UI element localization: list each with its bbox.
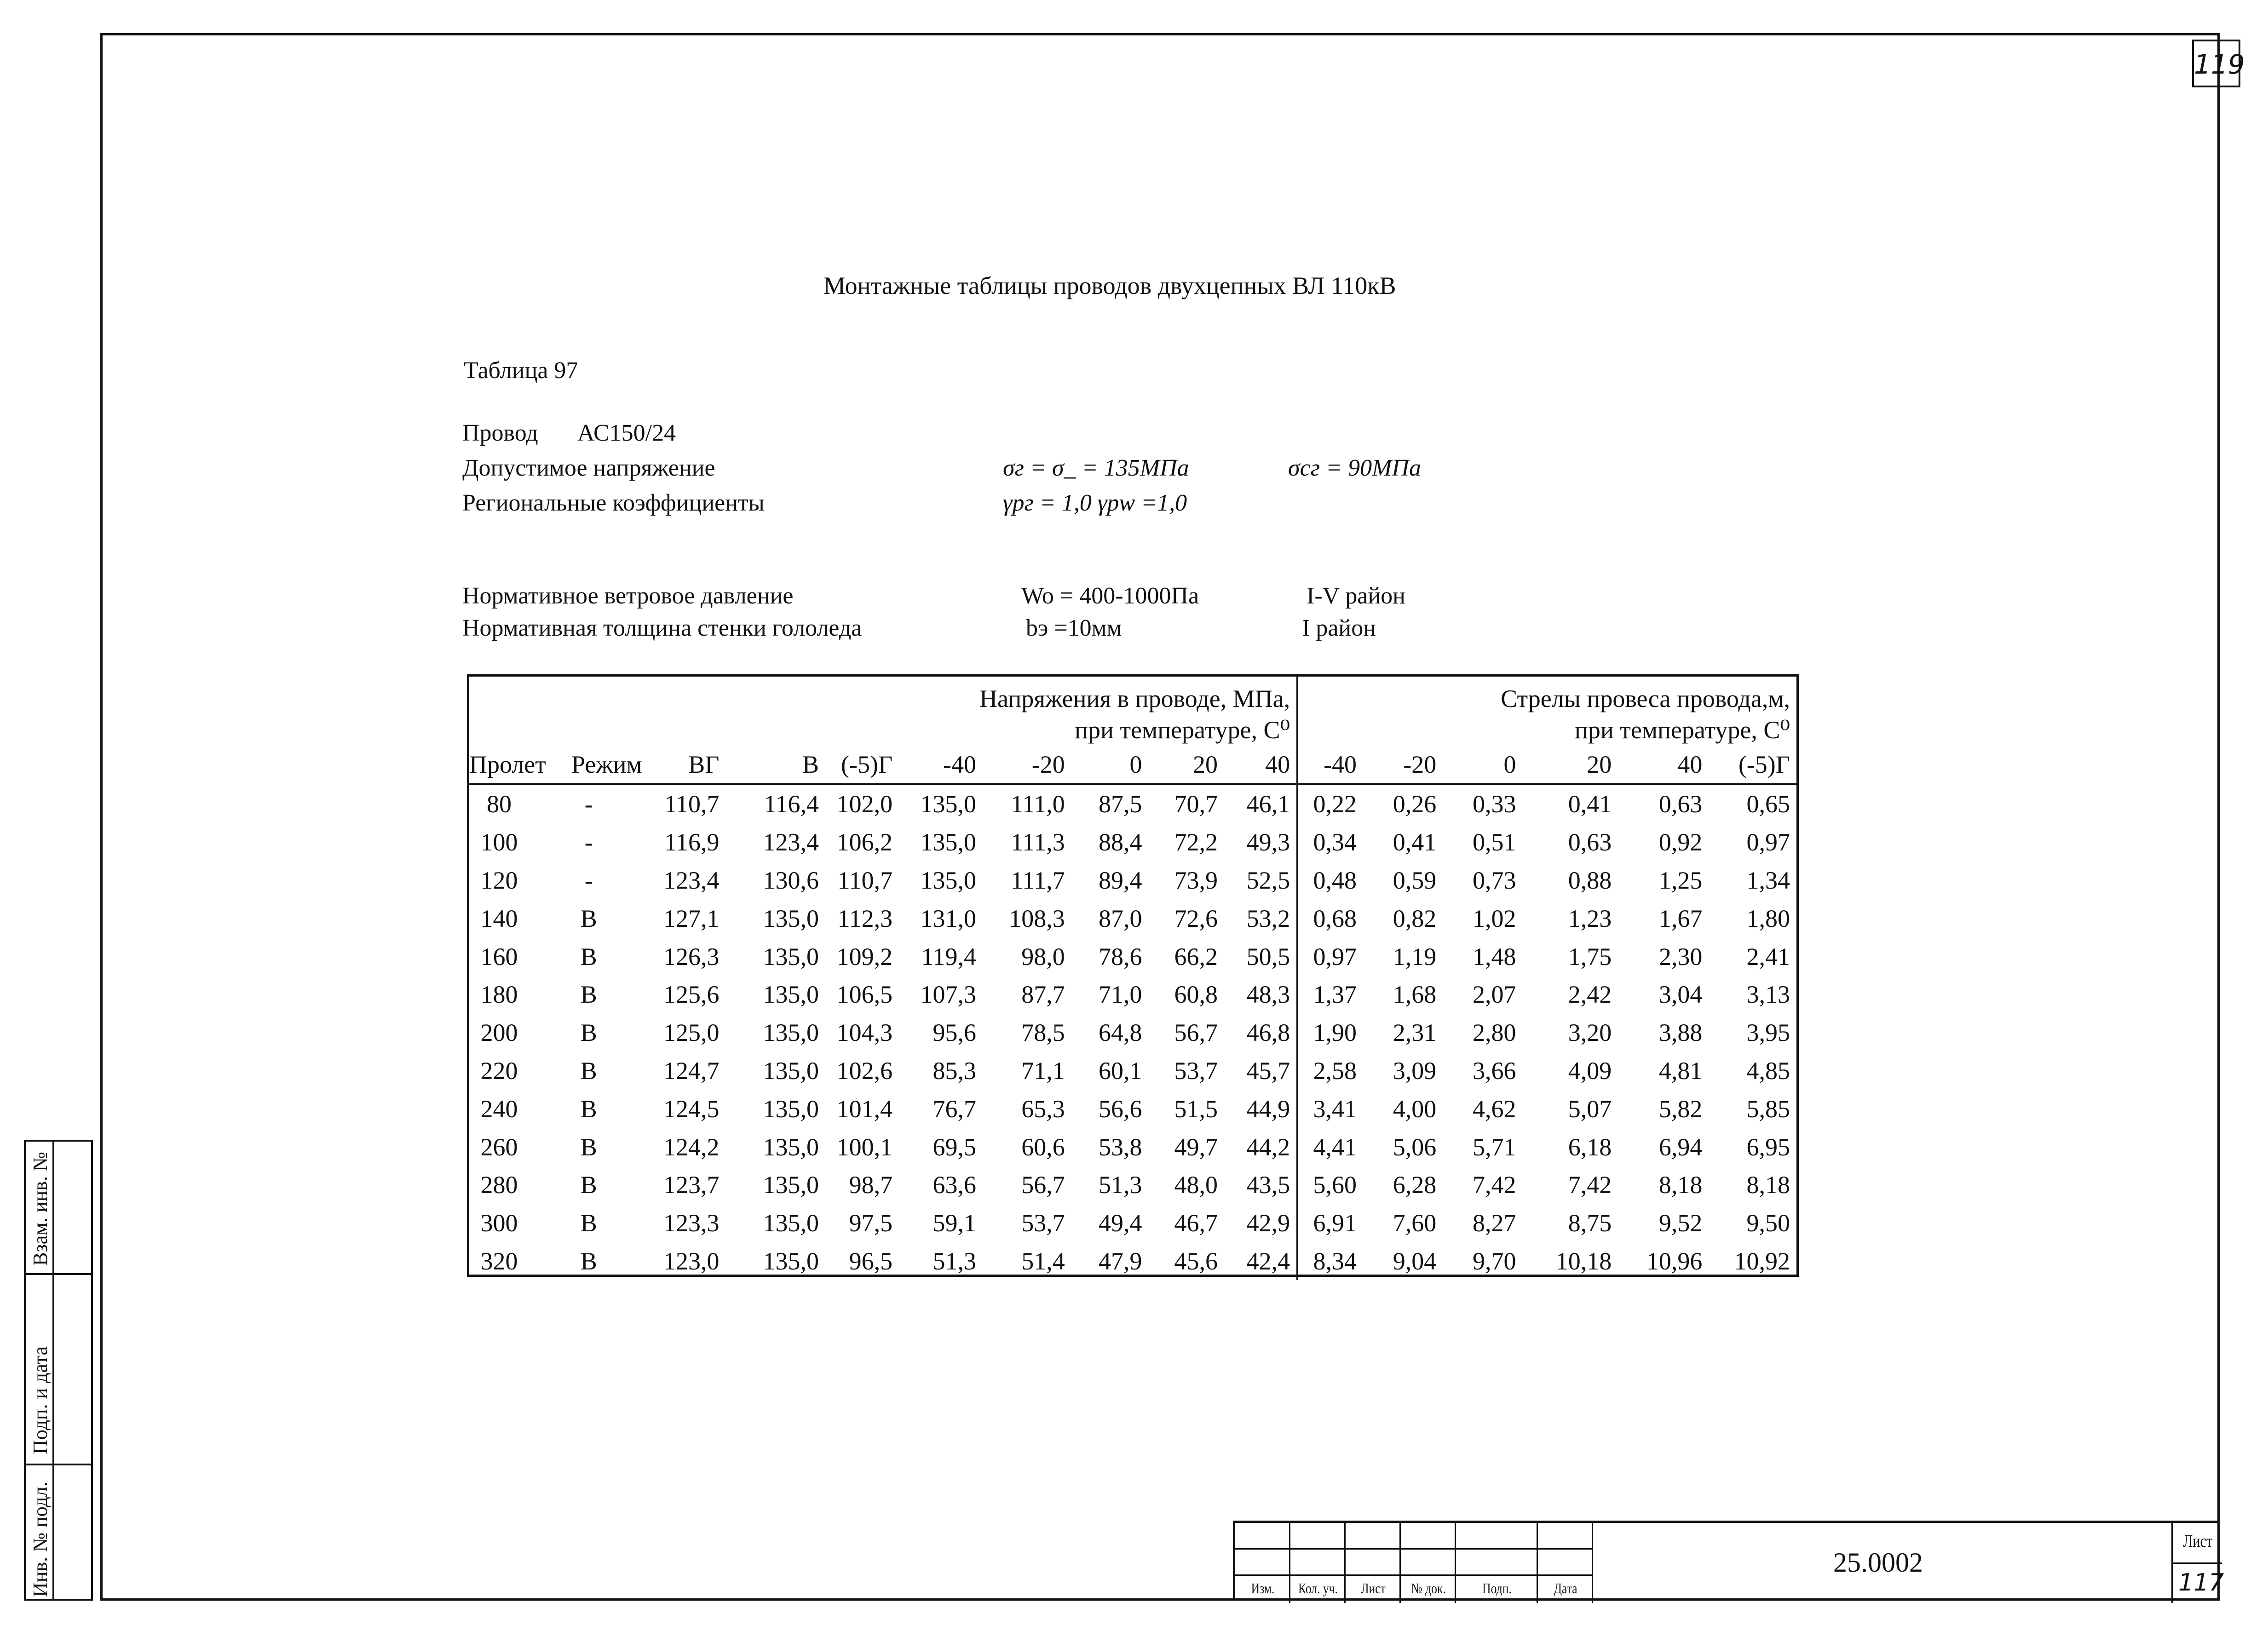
table-cell: 123,7 bbox=[663, 1171, 720, 1199]
installation-table bbox=[467, 674, 1799, 1277]
left-margin-stamp bbox=[24, 1140, 93, 1601]
table-cell: 260 bbox=[480, 1133, 518, 1161]
table-cell: 0,34 bbox=[1313, 828, 1357, 856]
table-cell: 131,0 bbox=[920, 904, 977, 932]
table-cell: 220 bbox=[480, 1057, 518, 1085]
table-cell: 7,42 bbox=[1568, 1171, 1612, 1199]
table-cell: 1,23 bbox=[1568, 904, 1612, 932]
table-cell: 107,3 bbox=[920, 981, 977, 1009]
table-cell: 42,4 bbox=[1224, 1242, 1297, 1281]
table-cell: 106,5 bbox=[836, 981, 893, 1009]
table-cell: - bbox=[584, 866, 593, 894]
wire-value: АС150/24 bbox=[577, 420, 676, 446]
wind-pressure-label: Нормативное ветровое давление bbox=[462, 583, 794, 609]
table-cell: 2,42 bbox=[1568, 981, 1612, 1009]
table-cell: 49,4 bbox=[1099, 1209, 1142, 1237]
stamp-header-count: Кол. уч. bbox=[1298, 1580, 1338, 1597]
document-code: 25.0002 bbox=[1833, 1547, 1923, 1578]
table-cell: 0,63 bbox=[1568, 828, 1612, 856]
table-cell: 3,13 bbox=[1746, 981, 1790, 1009]
table-cell: 50,5 bbox=[1224, 937, 1297, 976]
table-cell: 48,3 bbox=[1224, 976, 1297, 1014]
table-cell: 60,1 bbox=[1099, 1057, 1142, 1085]
table-cell: 8,18 bbox=[1746, 1171, 1790, 1199]
table-cell: 6,95 bbox=[1746, 1133, 1790, 1161]
table-cell: 0,41 bbox=[1393, 828, 1437, 856]
table-cell: 10,96 bbox=[1646, 1247, 1703, 1275]
table-cell: 56,6 bbox=[1099, 1095, 1142, 1123]
table-cell: 45,6 bbox=[1174, 1247, 1218, 1275]
table-cell: 88,4 bbox=[1099, 828, 1142, 856]
table-cell: 135,0 bbox=[763, 1247, 819, 1275]
table-cell: 1,67 bbox=[1658, 904, 1703, 932]
table-cell: 8,75 bbox=[1568, 1209, 1612, 1237]
table-cell: 60,6 bbox=[1021, 1133, 1065, 1161]
table-cell: В bbox=[580, 1247, 597, 1275]
table-cell: 135,0 bbox=[920, 828, 977, 856]
table-cell: 2,41 bbox=[1746, 942, 1790, 971]
column-header: -40 bbox=[899, 746, 983, 784]
table-cell: 3,88 bbox=[1658, 1019, 1703, 1047]
table-cell: 124,5 bbox=[663, 1095, 720, 1123]
regional-coefficients-label: Региональные коэффициенты bbox=[462, 490, 765, 516]
column-header: 0 bbox=[1443, 746, 1522, 784]
table-cell: 42,9 bbox=[1224, 1204, 1297, 1242]
table-cell: 4,85 bbox=[1746, 1057, 1790, 1085]
table-cell: 3,04 bbox=[1658, 981, 1703, 1009]
table-cell: 56,7 bbox=[1174, 1019, 1218, 1047]
table-cell: 0,88 bbox=[1568, 866, 1612, 894]
table-cell: 127,1 bbox=[663, 904, 720, 932]
table-cell: 123,3 bbox=[663, 1209, 720, 1237]
table-cell: 0,51 bbox=[1472, 828, 1516, 856]
table-cell: 80 bbox=[486, 790, 512, 818]
table-cell: 240 bbox=[480, 1095, 518, 1123]
table-cell: 44,9 bbox=[1224, 1090, 1297, 1128]
table-cell: 120 bbox=[480, 866, 518, 894]
table-cell: 5,85 bbox=[1746, 1095, 1790, 1123]
page-title: Монтажные таблицы проводов двухцепных ВЛ 110кВ bbox=[823, 272, 1396, 299]
table-cell: 70,7 bbox=[1174, 790, 1218, 818]
table-cell: 108,3 bbox=[1009, 904, 1065, 932]
table-cell: В bbox=[580, 1133, 597, 1161]
column-header: 20 bbox=[1149, 746, 1225, 784]
table-cell: 3,41 bbox=[1313, 1095, 1357, 1123]
table-cell: 123,4 bbox=[663, 866, 720, 894]
table-cell: 78,5 bbox=[1021, 1019, 1065, 1047]
table-cell: 135,0 bbox=[920, 790, 977, 818]
table-cell: 130,6 bbox=[763, 866, 819, 894]
table-cell: 3,20 bbox=[1568, 1019, 1612, 1047]
table-number: Таблица 97 bbox=[464, 357, 578, 384]
table-cell: 3,95 bbox=[1746, 1019, 1790, 1047]
table-cell: 1,02 bbox=[1472, 904, 1516, 932]
column-header: В bbox=[725, 746, 825, 784]
title-block bbox=[1233, 1521, 2224, 1601]
table-cell: 104,3 bbox=[836, 1019, 893, 1047]
table-cell: 135,0 bbox=[763, 942, 819, 971]
table-row bbox=[469, 823, 1796, 861]
table-cell: В bbox=[580, 1095, 597, 1123]
sag-group-header-line2: при температуре, С⁰ bbox=[1575, 716, 1790, 744]
table-cell: 7,60 bbox=[1393, 1209, 1437, 1237]
table-cell: 47,9 bbox=[1099, 1247, 1142, 1275]
table-cell: 5,60 bbox=[1313, 1171, 1357, 1199]
left-stamp-divider bbox=[52, 1142, 54, 1599]
table-cell: 0,59 bbox=[1393, 866, 1437, 894]
column-header: Режим bbox=[529, 746, 649, 784]
table-cell: 9,04 bbox=[1393, 1247, 1437, 1275]
table-cell: 0,48 bbox=[1313, 866, 1357, 894]
table-cell: 87,5 bbox=[1099, 790, 1142, 818]
table-cell: 123,0 bbox=[663, 1247, 720, 1275]
table-cell: 0,41 bbox=[1568, 790, 1612, 818]
table-cell: 0,26 bbox=[1393, 790, 1437, 818]
table-cell: 69,5 bbox=[933, 1133, 977, 1161]
column-header: ВГ bbox=[649, 746, 726, 784]
top-page-number: 119 bbox=[2192, 40, 2240, 87]
table-cell: В bbox=[580, 904, 597, 932]
table-cell: 0,73 bbox=[1472, 866, 1516, 894]
table-cell: 124,2 bbox=[663, 1133, 720, 1161]
table-cell: 111,0 bbox=[1011, 790, 1065, 818]
table-cell: 5,71 bbox=[1472, 1133, 1516, 1161]
table-cell: 0,97 bbox=[1313, 942, 1357, 971]
table-cell: 200 bbox=[480, 1019, 518, 1047]
table-cell: 1,37 bbox=[1313, 981, 1357, 1009]
ice-thickness-value: bэ =10мм bbox=[1026, 615, 1122, 641]
table-cell: 9,50 bbox=[1746, 1209, 1790, 1237]
table-row bbox=[469, 1014, 1796, 1052]
table-cell: 1,34 bbox=[1746, 866, 1790, 894]
table-cell: 53,7 bbox=[1021, 1209, 1065, 1237]
table-cell: 0,68 bbox=[1313, 904, 1357, 932]
table-cell: 51,5 bbox=[1174, 1095, 1218, 1123]
table-cell: 1,19 bbox=[1393, 942, 1437, 971]
table-cell: 135,0 bbox=[920, 866, 977, 894]
wire-label: Провод bbox=[462, 420, 538, 446]
table-cell: 4,41 bbox=[1313, 1133, 1357, 1161]
allowable-stress-label: Допустимое напряжение bbox=[462, 455, 715, 481]
table-cell: 98,7 bbox=[849, 1171, 893, 1199]
table-cell: 100 bbox=[480, 828, 518, 856]
stress-group-header-line1: Напряжения в проводе, МПа, bbox=[979, 685, 1290, 712]
table-cell: 3,66 bbox=[1472, 1057, 1516, 1085]
table-cell: В bbox=[580, 1209, 597, 1237]
table-cell: 85,3 bbox=[933, 1057, 977, 1085]
table-cell: 102,6 bbox=[836, 1057, 893, 1085]
stamp-header-signature: Подп. bbox=[1482, 1580, 1512, 1597]
sag-group-header bbox=[1297, 677, 1796, 746]
table-cell: 0,65 bbox=[1746, 790, 1790, 818]
table-cell: 51,3 bbox=[933, 1247, 977, 1275]
wind-region: I-V район bbox=[1307, 583, 1405, 609]
table-cell: 76,7 bbox=[933, 1095, 977, 1123]
table-cell: В bbox=[580, 1057, 597, 1085]
table-cell: 0,22 bbox=[1313, 790, 1357, 818]
table-cell: 8,18 bbox=[1658, 1171, 1703, 1199]
table-row bbox=[469, 1166, 1796, 1204]
table-cell: 0,82 bbox=[1393, 904, 1437, 932]
table-cell: 2,31 bbox=[1393, 1019, 1437, 1047]
table-cell: 45,7 bbox=[1224, 1052, 1297, 1090]
table-cell: 98,0 bbox=[1021, 942, 1065, 971]
table-cell: 5,07 bbox=[1568, 1095, 1612, 1123]
stamp-header-date: Дата bbox=[1554, 1580, 1577, 1597]
table-cell: 300 bbox=[480, 1209, 518, 1237]
table-cell: 87,7 bbox=[1021, 981, 1065, 1009]
table-cell: - bbox=[584, 790, 593, 818]
table-cell: 89,4 bbox=[1099, 866, 1142, 894]
table-cell: 123,4 bbox=[763, 828, 819, 856]
table-cell: 59,1 bbox=[933, 1209, 977, 1237]
table-cell: 71,1 bbox=[1021, 1057, 1065, 1085]
stamp-header-sheet: Лист bbox=[1361, 1580, 1386, 1597]
table-cell: 44,2 bbox=[1224, 1128, 1297, 1166]
table-cell: 126,3 bbox=[663, 942, 720, 971]
table-cell: 1,48 bbox=[1472, 942, 1516, 971]
ice-thickness-label: Нормативная толщина стенки гололеда bbox=[462, 615, 862, 641]
table-cell: 53,8 bbox=[1099, 1133, 1142, 1161]
table-row bbox=[469, 1242, 1796, 1281]
table-cell: В bbox=[580, 942, 597, 971]
table-cell: 8,34 bbox=[1313, 1247, 1357, 1275]
stamp-header-change: Изм. bbox=[1251, 1580, 1275, 1597]
sag-group-header-line1: Стрелы провеса провода,м, bbox=[1501, 685, 1790, 712]
table-cell: 1,90 bbox=[1313, 1019, 1357, 1047]
table-row bbox=[469, 1204, 1796, 1242]
allowable-stress-formula: σг = σ_ = 135МПа bbox=[1003, 455, 1189, 481]
table-cell: 97,5 bbox=[849, 1209, 893, 1237]
table-cell: 135,0 bbox=[763, 981, 819, 1009]
table-cell: 4,62 bbox=[1472, 1095, 1516, 1123]
column-header: 40 bbox=[1618, 746, 1709, 784]
table-cell: 63,6 bbox=[933, 1171, 977, 1199]
table-cell: 56,7 bbox=[1021, 1171, 1065, 1199]
average-stress-value: σсг = 90МПа bbox=[1288, 455, 1421, 481]
table-cell: 9,52 bbox=[1658, 1209, 1703, 1237]
table-cell: 8,27 bbox=[1472, 1209, 1516, 1237]
table-cell: 110,7 bbox=[664, 790, 720, 818]
table-cell: 49,7 bbox=[1174, 1133, 1218, 1161]
ice-region: I район bbox=[1302, 615, 1376, 641]
table-cell: 10,92 bbox=[1734, 1247, 1790, 1275]
table-cell: 95,6 bbox=[933, 1019, 977, 1047]
table-cell: 2,30 bbox=[1658, 942, 1703, 971]
left-stamp-label: Подп. и дата bbox=[29, 1346, 52, 1454]
table-row bbox=[469, 976, 1796, 1014]
table-cell: 49,3 bbox=[1224, 823, 1297, 861]
table-cell: 135,0 bbox=[763, 1171, 819, 1199]
table-cell: 0,92 bbox=[1658, 828, 1703, 856]
table-cell: 124,7 bbox=[663, 1057, 720, 1085]
table-cell: - bbox=[584, 828, 593, 856]
column-header: (-5)Г bbox=[825, 746, 899, 784]
table-cell: 101,4 bbox=[836, 1095, 893, 1123]
tension-sag-table bbox=[469, 677, 1796, 1280]
table-cell: 135,0 bbox=[763, 904, 819, 932]
table-cell: 180 bbox=[480, 981, 518, 1009]
table-cell: 100,1 bbox=[836, 1133, 893, 1161]
table-cell: 0,33 bbox=[1472, 790, 1516, 818]
table-cell: 10,18 bbox=[1555, 1247, 1612, 1275]
table-cell: В bbox=[580, 1019, 597, 1047]
table-cell: 96,5 bbox=[849, 1247, 893, 1275]
table-cell: 53,2 bbox=[1224, 899, 1297, 937]
table-cell: 112,3 bbox=[837, 904, 893, 932]
table-cell: 111,3 bbox=[1011, 828, 1065, 856]
table-cell: 1,75 bbox=[1568, 942, 1612, 971]
table-cell: 320 bbox=[480, 1247, 518, 1275]
table-cell: 140 bbox=[480, 904, 518, 932]
column-header: 20 bbox=[1522, 746, 1618, 784]
table-cell: 1,80 bbox=[1746, 904, 1790, 932]
table-cell: 72,2 bbox=[1174, 828, 1218, 856]
column-header: -20 bbox=[1363, 746, 1443, 784]
column-header: -40 bbox=[1297, 746, 1363, 784]
table-row bbox=[469, 937, 1796, 976]
table-cell: 7,42 bbox=[1472, 1171, 1516, 1199]
column-header: 0 bbox=[1071, 746, 1149, 784]
table-cell: 51,4 bbox=[1021, 1247, 1065, 1275]
table-cell: 5,82 bbox=[1658, 1095, 1703, 1123]
table-row bbox=[469, 861, 1796, 900]
left-stamp-label: Инв. № подл. bbox=[29, 1482, 52, 1597]
table-cell: 53,7 bbox=[1174, 1057, 1218, 1085]
table-cell: 110,7 bbox=[837, 866, 893, 894]
table-cell: 64,8 bbox=[1099, 1019, 1142, 1047]
table-cell: 65,3 bbox=[1021, 1095, 1065, 1123]
table-cell: 48,0 bbox=[1174, 1171, 1218, 1199]
regional-coefficients-values: γpг = 1,0 γpw =1,0 bbox=[1003, 490, 1187, 516]
table-cell: 135,0 bbox=[763, 1209, 819, 1237]
table-cell: 6,94 bbox=[1658, 1133, 1703, 1161]
table-cell: 5,06 bbox=[1393, 1133, 1437, 1161]
table-cell: 4,00 bbox=[1393, 1095, 1437, 1123]
table-cell: 66,2 bbox=[1174, 942, 1218, 971]
table-cell: 111,7 bbox=[1011, 866, 1065, 894]
table-cell: 51,3 bbox=[1099, 1171, 1142, 1199]
table-cell: 9,70 bbox=[1472, 1247, 1516, 1275]
sheet-label: Лист bbox=[2183, 1532, 2213, 1551]
table-cell: 6,91 bbox=[1313, 1209, 1357, 1237]
column-header: Пролет bbox=[469, 746, 529, 784]
table-cell: 73,9 bbox=[1174, 866, 1218, 894]
left-stamp-row-line bbox=[26, 1273, 91, 1275]
table-row bbox=[469, 1128, 1796, 1166]
stress-group-header bbox=[469, 677, 1297, 746]
table-cell: 116,4 bbox=[764, 790, 819, 818]
table-cell: 4,81 bbox=[1658, 1057, 1703, 1085]
stamp-header-doc-no: № док. bbox=[1411, 1580, 1446, 1597]
table-cell: 1,68 bbox=[1393, 981, 1437, 1009]
table-cell: 135,0 bbox=[763, 1057, 819, 1085]
table-cell: 0,97 bbox=[1746, 828, 1790, 856]
table-cell: 2,80 bbox=[1472, 1019, 1516, 1047]
table-cell: 116,9 bbox=[664, 828, 720, 856]
table-cell: 125,0 bbox=[663, 1019, 720, 1047]
table-cell: 6,28 bbox=[1393, 1171, 1437, 1199]
table-cell: 72,6 bbox=[1174, 904, 1218, 932]
table-cell: 2,07 bbox=[1472, 981, 1516, 1009]
table-cell: 160 bbox=[480, 942, 518, 971]
left-stamp-row-line bbox=[26, 1464, 91, 1465]
table-cell: 46,7 bbox=[1174, 1209, 1218, 1237]
stress-group-header-line2: при температуре, С⁰ bbox=[1075, 716, 1290, 744]
table-cell: 43,5 bbox=[1224, 1166, 1297, 1204]
left-stamp-label: Взам. инв. № bbox=[29, 1152, 52, 1266]
table-row bbox=[469, 1090, 1796, 1128]
column-header: 40 bbox=[1224, 746, 1297, 784]
table-cell: 135,0 bbox=[763, 1133, 819, 1161]
table-cell: 52,5 bbox=[1224, 861, 1297, 900]
table-cell: 46,1 bbox=[1224, 784, 1297, 823]
table-cell: В bbox=[580, 981, 597, 1009]
table-row bbox=[469, 899, 1796, 937]
table-cell: 1,25 bbox=[1658, 866, 1703, 894]
table-cell: 4,09 bbox=[1568, 1057, 1612, 1085]
table-cell: 78,6 bbox=[1099, 942, 1142, 971]
table-row bbox=[469, 784, 1796, 823]
table-cell: В bbox=[580, 1171, 597, 1199]
table-cell: 3,09 bbox=[1393, 1057, 1437, 1085]
column-header: -20 bbox=[983, 746, 1071, 784]
table-cell: 280 bbox=[480, 1171, 518, 1199]
column-header: (-5)Г bbox=[1709, 746, 1796, 784]
table-cell: 102,0 bbox=[836, 790, 893, 818]
table-cell: 87,0 bbox=[1099, 904, 1142, 932]
wind-pressure-value: Wo = 400-1000Па bbox=[1021, 583, 1199, 609]
table-cell: 6,18 bbox=[1568, 1133, 1612, 1161]
table-cell: 46,8 bbox=[1224, 1014, 1297, 1052]
table-cell: 119,4 bbox=[921, 942, 977, 971]
table-cell: 2,58 bbox=[1313, 1057, 1357, 1085]
table-cell: 109,2 bbox=[836, 942, 893, 971]
table-cell: 135,0 bbox=[763, 1095, 819, 1123]
table-cell: 125,6 bbox=[663, 981, 720, 1009]
table-cell: 71,0 bbox=[1099, 981, 1142, 1009]
table-row bbox=[469, 1052, 1796, 1090]
table-cell: 0,63 bbox=[1658, 790, 1703, 818]
table-cell: 60,8 bbox=[1174, 981, 1218, 1009]
table-cell: 135,0 bbox=[763, 1019, 819, 1047]
table-cell: 106,2 bbox=[836, 828, 893, 856]
sheet-number: 117 bbox=[2178, 1569, 2224, 1597]
